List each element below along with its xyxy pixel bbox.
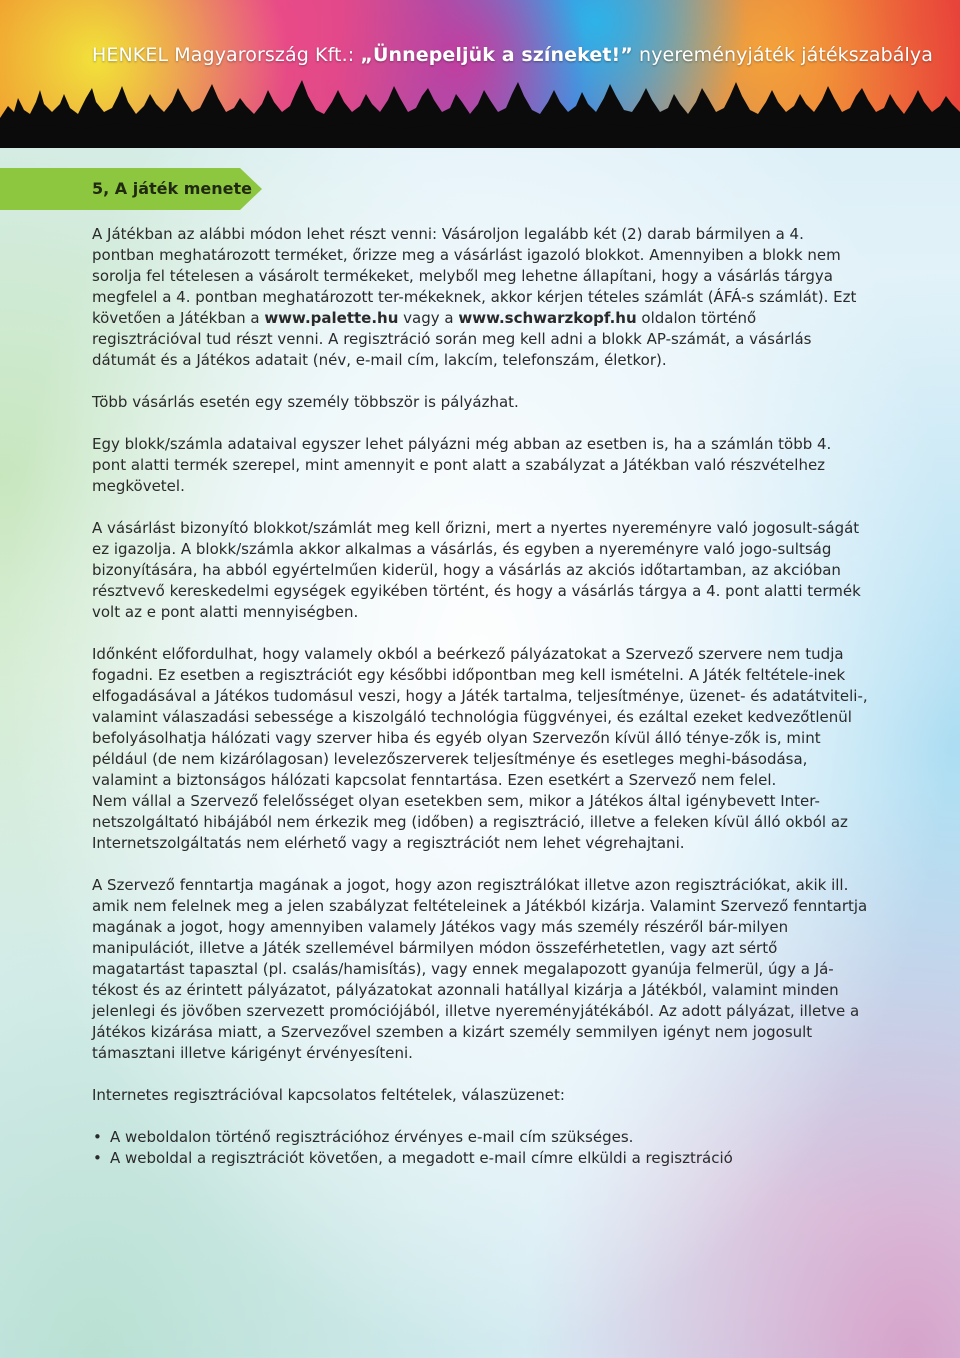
paragraph-isp-liability: Nem vállal a Szervező felelősséget olyan esetekben sem, mikor a Játékos által igénybevett Inter-netszolgáltató hibájából nem érkezik meg (időben) a regisztráció, illetve a feleken kívül álló okból az Internetszolgáltatás nem elérhető vagy a regisztrációt nem lehet végrehajtani. <box>92 792 848 852</box>
rules-text <box>92 224 868 1169</box>
paragraph-keep-receipt: A vásárlást bizonyító blokkot/számlát meg kell őrizni, mert a nyertes nyereményre való jogosult-ságát ez igazolja. A blokk/számla akkor alkalmas a vásárlás, és egyben a nyereményre való jogo-sultság bizonyítására, ha abból egyértelműen kiderül, hogy a vásárlás az akciós időtartamban, az akcióban résztvevő kereskedelmi egységek egyikében történt, és hogy a vásárlás tárgya a 4. pont alatti termék volt az e pont alatti mennyiségben. <box>92 519 861 621</box>
paragraph-one-receipt: Egy blokk/számla adataival egyszer lehet pályázni még abban az esetben is, ha a számlán több 4. pont alatti termék szerepel, mint amennyit e pont alatt a szabályzat a Játékban való részvételhez megkövetel. <box>92 435 832 495</box>
campaign-name: „Ünnepeljük a színeket!” <box>360 44 633 66</box>
registration-conditions-list <box>92 1127 868 1169</box>
list-item: • A weboldalon történő regisztrációhoz érvényes e-mail cím szükséges. <box>110 1127 868 1148</box>
paragraph-server-issues: Időnként előfordulhat, hogy valamely okból a beérkező pályázatokat a Szervező szervere nem tudja fogadni. Ez esetben a regisztrációt egy későbbi időpontban meg kell ismételni. A Játék feltétele-inek elfogadásával a Játékos tudomásul veszi, hogy a Játék tartalma, teljesítménye, üzenet- és adatátviteli-, valamint válaszadási sebessége a kiszolgáló technológia függvényei, és ezáltal ezeket kedvezőtlenül befolyásolhatja hálózati vagy szerver hiba és egyéb olyan Szervezőn kívül álló ténye-zők is, mint például (de nem kizárólagosan) levelezőszerverek teljesítménye és esetleges meghi-básodása, valamint a biztonságos hálózati kapcsolat fenntartása. Ezen esetkért a Szervező nem felel. <box>92 645 868 789</box>
paragraph-participation-text-a: A Játékban az alábbi módon lehet részt venni: Vásároljon legalább két (2) darab bármilyen a 4. pontban meghatározott terméket, őrizze meg a vásárlást igazoló blokkot. Amennyiben a blokk nem sorolja fel tételesen a vásárolt termékeket, melyből meg lehetne állapítani, hogy a vásárlás tárgya megfelel a 4. pontban meghatározott ter-mékeknek, akkor kérjen tételes számlát (ÁFÁ-s számlát). Ezt követően a Játékban a <box>92 225 857 327</box>
paragraph-multiple-purchases: Több vásárlás esetén egy személy többször is pályázhat. <box>92 393 519 411</box>
section-heading: 5, A játék menete <box>92 179 252 198</box>
paragraph-participation-text-b: vagy a <box>398 309 459 327</box>
schwarzkopf-link: www.schwarzkopf.hu <box>458 309 637 327</box>
header-banner <box>0 0 960 148</box>
palette-link: www.palette.hu <box>264 309 399 327</box>
header-title-prefix: HENKEL Magyarország Kft.: <box>92 44 361 66</box>
crowd-silhouette-image <box>0 68 960 148</box>
page-header-title <box>92 44 933 66</box>
paragraph-participation-text-c: oldalon történő regisztrációval tud részt venni. A regisztráció során meg kell adni a blokk AP-számát, a vásárlás dátumát és a Játékos adatait (név, e-mail cím, lakcím, telefonszám, életkor). <box>92 309 812 369</box>
paragraph-registration-conditions: Internetes regisztrációval kapcsolatos feltételek, válaszüzenet: <box>92 1086 565 1104</box>
paragraph-participation <box>92 224 868 371</box>
header-title-suffix: nyereményjáték játékszabálya <box>632 44 933 66</box>
list-item: • A weboldal a regisztrációt követően, a megadott e-mail címre elküldi a regisztráció <box>110 1148 868 1169</box>
paragraph-exclusion: A Szervező fenntartja magának a jogot, hogy azon regisztrálókat illetve azon regisztrációkat, akik ill. amik nem felelnek meg a jelen szabályzat feltételeinek a Játékból kizárja. Valamint Szervező fenntartja magának a jogot, hogy amennyiben valamely Játékos vagy más személy részéről bár-milyen manipulációt, illetve a Játék szellemével bármilyen módon összeférhetetlen, vagy azt sértő magatartást tapasztal (pl. csalás/hamisítás), vagy ennek megalapozott gyanúja felmerül, úgy a Já-tékost és az érintett pályázatot, pályázatokat azonnali hatállyal kizárja a Játékból, valamint minden jelenlegi és jövőben szervezett promóciójából, illetve nyereményjátékából. Az adott pályázat, illetve a Játékos kizárása miatt, a Szervezővel szemben a kizárt személy semmilyen igényt nem jogosult támasztani illetve kárigényt érvényesíteni. <box>92 876 868 1062</box>
